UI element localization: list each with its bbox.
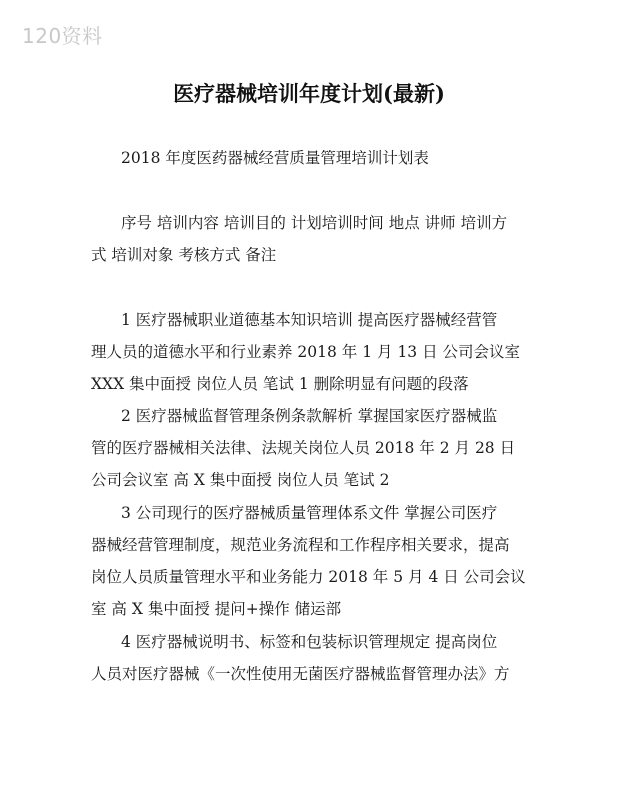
item-line: 岗位人员质量管理水平和业务能力 2018 年 5 月 4 日 公司会议 [91,568,526,586]
training-item-1 [91,304,536,400]
item-line: 1 医疗器械职业道德基本知识培训 提高医疗器械经营管 [121,311,498,329]
training-item-4 [91,626,536,690]
item-line: 公司会议室 高 X 集中面授 岗位人员 笔试 2 [91,471,390,489]
header-line: 式 培训对象 考核方式 备注 [91,246,277,264]
table-caption: 2018 年度医药器械经营质量管理培训计划表 [121,149,429,167]
item-line: 管的医疗器械相关法律、法规关岗位人员 2018 年 2 月 28 日 [91,439,516,457]
item-line: XXX 集中面授 岗位人员 笔试 1 删除明显有问题的段落 [91,375,469,393]
item-line: 3 公司现行的医疗器械质量管理体系文件 掌握公司医疗 [121,504,498,522]
item-line: 理人员的道德水平和行业素养 2018 年 1 月 13 日 公司会议室 [91,343,521,361]
document-title: 医疗器械培训年度计划(最新) [173,81,445,106]
item-line: 室 高 X 集中面授 提问+操作 储运部 [91,600,342,618]
item-line: 2 医疗器械监督管理条例条款解析 掌握国家医疗器械监 [121,407,498,425]
training-item-2 [91,400,536,496]
column-header-paragraph [91,207,536,271]
header-line: 序号 培训内容 培训目的 计划培训时间 地点 讲师 培训方 [121,214,508,232]
item-line: 4 医疗器械说明书、标签和包装标识管理规定 提高岗位 [121,633,498,651]
item-line: 器械经营管理制度，规范业务流程和工作程序相关要求，提高 [91,536,510,554]
item-line: 人员对医疗器械《一次性使用无菌医疗器械监督管理办法》方 [91,665,510,683]
watermark: 120资料 [22,24,103,48]
training-item-3 [91,497,536,625]
